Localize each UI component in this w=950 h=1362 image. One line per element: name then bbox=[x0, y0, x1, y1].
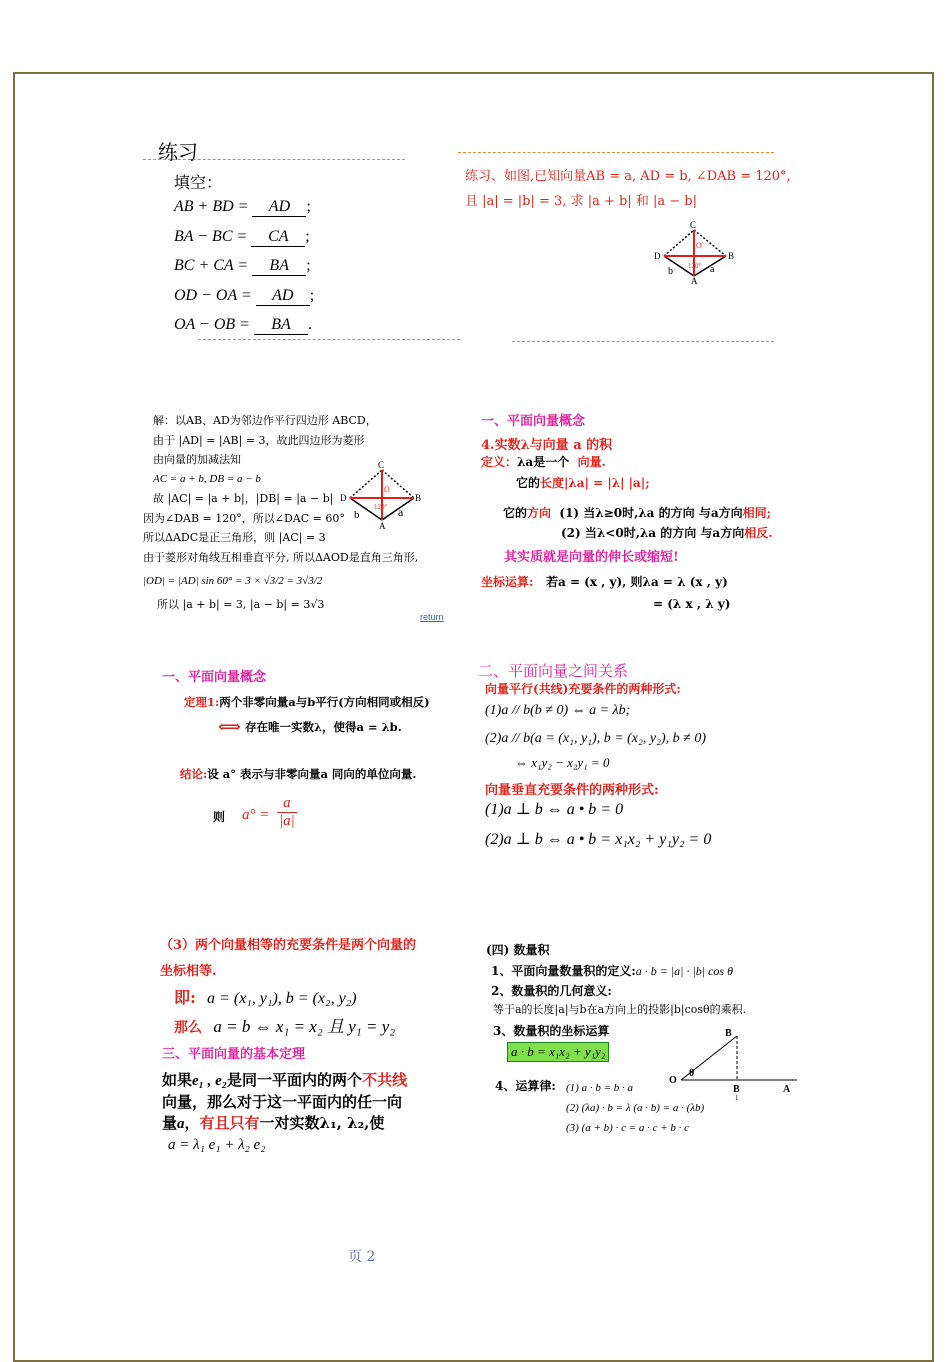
iff-line bbox=[218, 716, 402, 735]
concl-body: 设 a° 表示与非零向量a 同向的单位向量. bbox=[207, 767, 417, 781]
fill-lhs: OD − OA = bbox=[174, 286, 252, 304]
fill-lhs: AB + BD = bbox=[174, 198, 249, 215]
iff-text: 存在唯一实数λ，使得a = λb. bbox=[244, 720, 402, 734]
fig-one: 1 bbox=[735, 1094, 739, 1100]
fill-row: BC + CA = BA ; bbox=[174, 257, 311, 274]
label-c: C bbox=[690, 220, 697, 230]
label-vec-a: a bbox=[398, 505, 404, 519]
solution-line: 由向量的加减法知 bbox=[153, 453, 241, 466]
law-2: (2) (λa) · b = λ (a · b) = a · (λb) bbox=[566, 1102, 705, 1114]
parallel-3: ⇔ x₁y₂ − x₂y₁ = 0 bbox=[515, 755, 610, 770]
coord-line-1: 若a = (x , y), 则λa = λ (x , y) bbox=[545, 575, 728, 589]
fig-theta: θ bbox=[689, 1068, 695, 1079]
unit-vector-formula bbox=[242, 795, 297, 830]
solution-line: 因为∠DAB = 120°，所以∠DAC = 60° bbox=[143, 511, 345, 525]
double-arrow-icon: ⟺ bbox=[218, 717, 241, 736]
len-prefix: 它的 bbox=[516, 476, 541, 490]
label-a: A bbox=[691, 276, 698, 286]
name-math: a = b ⇔ x₁ = x₂ 且 y₁ = y₂ bbox=[213, 1017, 396, 1036]
p3a: 量 bbox=[162, 1114, 178, 1132]
p3b: a bbox=[177, 1116, 185, 1132]
label-d: D bbox=[340, 493, 347, 503]
equal-condition bbox=[174, 1012, 395, 1037]
label-vec-b: b bbox=[354, 509, 360, 521]
dir-word: 方向 bbox=[527, 506, 552, 520]
fig-a: A bbox=[783, 1084, 791, 1095]
projection-figure bbox=[665, 1024, 800, 1100]
case-positive: (1) 当λ≥0时,λa 的方向 与a方向 bbox=[559, 506, 743, 520]
coord-label: 坐标运算: bbox=[481, 575, 534, 589]
dot-coord-formula: a · b = x₁x₂ + y₁y₂ bbox=[507, 1042, 609, 1062]
return-link[interactable]: return bbox=[420, 612, 444, 622]
page-number: 页 2 bbox=[348, 1249, 376, 1265]
equal-title-2: 坐标相等. bbox=[160, 964, 217, 979]
case-positive-word: 相同; bbox=[742, 506, 772, 520]
theorem-line bbox=[184, 694, 430, 710]
law-3: (3) (a + b) · c = a · c + b · c bbox=[566, 1122, 690, 1134]
label-o: O bbox=[696, 241, 702, 250]
conclusion-line bbox=[180, 766, 416, 782]
len-word: 长度 bbox=[540, 476, 565, 490]
fill-label: 填空： bbox=[174, 173, 223, 192]
solution-line: |OD| = |AD| sin 60° = 3 × √3/2 = 3√3/2 bbox=[143, 575, 323, 587]
fig-b-bottom: B bbox=[733, 1084, 740, 1095]
label-angle: 120° bbox=[688, 262, 702, 270]
divider bbox=[198, 339, 460, 340]
parallel-2: (2)a // b(a = (x₁, y₁), b = (x₂, y₂), b ≠ 0) bbox=[485, 731, 706, 746]
p3c: ， bbox=[184, 1114, 200, 1132]
divider bbox=[143, 159, 405, 160]
dot-item-1 bbox=[491, 962, 733, 979]
concept-heading: 一、平面向量概念 bbox=[481, 414, 586, 429]
case-negative: (2) 当λ<0时,λa 的方向 与a方向 bbox=[561, 526, 745, 540]
parallel-1: (1)a // b(b ≠ 0) ⇔ a = λb; bbox=[485, 703, 631, 718]
dot-item-4: 4、运算律: bbox=[495, 1079, 556, 1093]
fig-b-top: B bbox=[725, 1028, 732, 1039]
length-line bbox=[516, 474, 650, 491]
p1b: e₁ , e₂ bbox=[192, 1073, 228, 1089]
fill-lhs: BC + CA = bbox=[174, 257, 249, 274]
coord-block bbox=[481, 571, 730, 615]
fill-answer: AD bbox=[252, 198, 306, 217]
equal-title-1: （3）两个向量相等的充要条件是两个向量的 bbox=[160, 938, 417, 953]
p1-red: 不共线 bbox=[362, 1071, 408, 1089]
fill-row: BA − BC = CA ; bbox=[174, 227, 310, 245]
solution-line: 故 |AC| = |a + b|，|DB| = |a − b| bbox=[153, 492, 334, 505]
label-d: D bbox=[654, 251, 661, 261]
thm-prefix: 定理1: bbox=[184, 695, 220, 709]
page-frame bbox=[13, 72, 934, 1362]
ji-math: a = (x₁, y₁), b = (x₂, y₂) bbox=[207, 990, 357, 1007]
fill-answer: BA bbox=[252, 257, 306, 276]
ji-label: 即: bbox=[174, 988, 196, 1007]
dir-prefix: 它的 bbox=[503, 506, 528, 520]
fill-rows bbox=[174, 198, 374, 346]
fill-row: AB + BD = AD ; bbox=[174, 198, 311, 215]
p2: 向量，那么对于这一平面内的任一向 bbox=[162, 1093, 403, 1111]
divider bbox=[512, 341, 774, 342]
label-b: B bbox=[728, 251, 735, 261]
label-o: O bbox=[384, 485, 390, 494]
dot-item-3: 3、数量积的坐标运算 bbox=[493, 1024, 610, 1038]
exercise-line-2: 且 |a| = |b| = 3, 求 |a + b| 和 |a − b| bbox=[465, 194, 697, 209]
practice-title: 练习 bbox=[158, 140, 198, 164]
case-negative-word: 相反. bbox=[744, 526, 773, 540]
solution-line: 所以 |a + b| = 3, |a − b| = 3√3 bbox=[157, 598, 325, 611]
concept-heading-2: 一、平面向量概念 bbox=[162, 670, 267, 685]
solution-line: 由于菱形对角线互相垂直平分, 所以ΔAOD是直角三角形, bbox=[143, 550, 419, 564]
then-label: 则 bbox=[213, 810, 226, 824]
fill-lhs: OA − OB = bbox=[174, 316, 250, 333]
concl-prefix: 结论: bbox=[180, 767, 208, 781]
p1c: 是同一平面内的两个 bbox=[227, 1071, 363, 1089]
label-c: C bbox=[378, 460, 385, 470]
fill-answer: BA bbox=[254, 316, 308, 335]
name-label: 那么 bbox=[174, 1020, 202, 1036]
exercise-line-1: 练习、如图,已知向量AB = a, AD = b, ∠DAB = 120°, bbox=[465, 169, 791, 184]
basic-theorem-body bbox=[162, 1070, 462, 1156]
parallel-title: 向量平行(共线)充要条件的两种形式: bbox=[485, 682, 681, 696]
dot-item-2-desc: 等于a的长度|a|与b在a方向上的投影|b|cosθ的乘积. bbox=[493, 1003, 747, 1016]
perp-1: (1)a ⊥ b ⇔ a • b = 0 bbox=[485, 801, 624, 818]
def-prefix: 定义： bbox=[481, 455, 518, 469]
product-subhead: 4.实数λ与向量 a 的积 bbox=[481, 438, 613, 453]
solution-line: 解：以AB、AD为邻边作平行四边形 ABCD， bbox=[153, 414, 377, 427]
formula-lhs: a° = bbox=[242, 807, 270, 823]
relation-heading: 二、平面向量之间关系 bbox=[478, 662, 629, 680]
fill-lhs: BA − BC = bbox=[174, 227, 248, 245]
p1a: 如果 bbox=[162, 1071, 193, 1089]
dot-title: (四) 数量积 bbox=[486, 943, 550, 957]
coord-line-2: = (λ x , λ y) bbox=[653, 597, 731, 611]
label-angle: 120° bbox=[374, 503, 388, 511]
solution-line: 所以ΔADC是正三角形，则 |AC| = 3 bbox=[143, 531, 326, 544]
p3-red: 有且只有 bbox=[199, 1114, 260, 1132]
i1-math: a · b = |a| · |b| cos θ bbox=[635, 964, 733, 978]
label-a: A bbox=[379, 521, 386, 530]
law-1: (1) a · b = b · a bbox=[566, 1082, 633, 1094]
p4: a = λ₁ e₁ + λ₂ e₂ bbox=[168, 1137, 266, 1153]
label-vec-a: a bbox=[710, 264, 715, 275]
solution-line: AC = a + b, DB = a − b bbox=[153, 472, 261, 485]
dot-item-2: 2、数量积的几何意义: bbox=[491, 984, 612, 998]
formula-den: |a| bbox=[279, 813, 295, 829]
direction-block bbox=[503, 503, 772, 543]
basic-theorem-heading: 三、平面向量的基本定理 bbox=[162, 1047, 306, 1062]
rhombus-figure bbox=[648, 218, 740, 288]
formula-num: a bbox=[277, 795, 297, 813]
label-b: B bbox=[415, 493, 422, 503]
fill-row: OA − OB = BA . bbox=[174, 316, 312, 333]
i1-label: 1、平面向量数量积的定义: bbox=[491, 964, 636, 978]
thm-body: 两个非零向量a与b平行(方向相同或相反) bbox=[219, 695, 430, 709]
divider bbox=[458, 152, 774, 153]
essence-note: 其实质就是向量的伸长或缩短! bbox=[504, 550, 679, 565]
p3d: 一对实数λ₁, λ₂,使 bbox=[259, 1114, 385, 1132]
fill-row: OD − OA = AD ; bbox=[174, 286, 315, 304]
definition-line bbox=[481, 453, 606, 470]
solution-line: 由于 |AD| = |AB| = 3，故此四边形为菱形 bbox=[153, 433, 365, 447]
len-formula: |λa| = |λ| |a|; bbox=[564, 476, 650, 490]
def-word: 向量. bbox=[577, 455, 606, 469]
solution-rhombus-figure bbox=[338, 458, 424, 530]
def-body: λa是一个 bbox=[517, 455, 570, 469]
label-vec-b: b bbox=[668, 266, 673, 277]
fill-answer: AD bbox=[256, 287, 310, 306]
perp-title: 向量垂直充要条件的两种形式: bbox=[485, 783, 659, 798]
fig-o: O bbox=[669, 1075, 677, 1086]
fill-answer: CA bbox=[251, 228, 305, 247]
equal-coords bbox=[174, 985, 357, 1008]
perp-2: (2)a ⊥ b ⇔ a • b = x₁x₂ + y₁y₂ = 0 bbox=[485, 831, 712, 848]
